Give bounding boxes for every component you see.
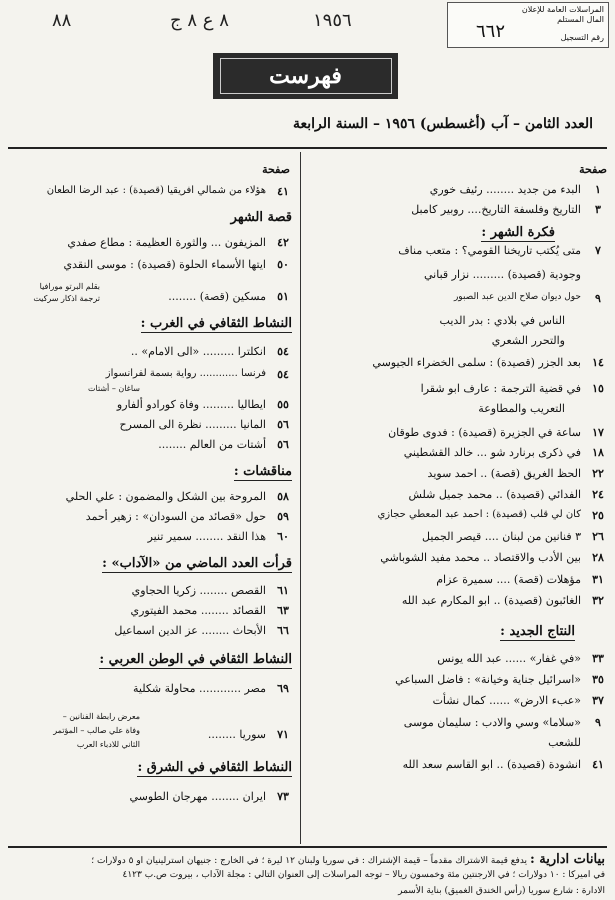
entry-page: ٢٦ bbox=[592, 530, 604, 543]
stamp-line3: رقم التسجيل bbox=[560, 33, 604, 42]
left-column bbox=[0, 0, 300, 900]
entry-text: فرنسا ............ رواية بسمة لفرانسواز bbox=[105, 368, 266, 379]
handwritten-note-a: ٨٨ bbox=[52, 10, 72, 31]
entry-page: ٥٦ bbox=[277, 418, 289, 431]
entry-note: ساغان – أشتات bbox=[87, 384, 140, 393]
admin-text: يدفع قيمة الاشتراك مقدماً – قيمة الإشتراك : في سوريا ولبنان ١٢ ليرة ؛ في الخارج : جنيهان استرلينيان او ٥ دولارات ؛ bbox=[91, 856, 528, 866]
toc-entry bbox=[0, 345, 300, 361]
entry-page: ٥٤ bbox=[277, 345, 289, 358]
entry-page: ٥٠ bbox=[277, 258, 289, 271]
entry-page: ٢٥ bbox=[592, 509, 604, 522]
handwritten-note-c: ١٩٥٦ bbox=[313, 10, 352, 31]
toc-entry bbox=[315, 356, 615, 372]
entry-note: وفاة علي صالب – المؤتمر bbox=[53, 726, 140, 735]
toc-entry bbox=[0, 438, 300, 454]
page-column-label: صفحة bbox=[262, 163, 290, 176]
toc-entry bbox=[315, 716, 615, 732]
toc-entry bbox=[315, 244, 615, 260]
entry-text: مؤهلات (قصة) .... سميرة عزام bbox=[436, 573, 581, 586]
entry-page: ٣ bbox=[595, 203, 601, 216]
entry-text: مصر ............ محاولة شكلية bbox=[132, 682, 266, 695]
entry-text: بين الأدب والاقتصاد .. محمد مفيد الشوباشي bbox=[380, 551, 581, 564]
toc-entry bbox=[315, 652, 615, 668]
handwritten-note-b: ٨ ع ٨ ج bbox=[170, 10, 229, 31]
entry-text: هذا النقد ........ سمير تنير bbox=[147, 530, 266, 543]
entry-page: ٥٤ bbox=[277, 368, 289, 381]
entry-text: البدء من جديد ........ رئيف خوري bbox=[429, 183, 581, 196]
entry-page: ١٤ bbox=[592, 356, 604, 369]
section-heading: قصة الشهر bbox=[230, 210, 292, 225]
entry-text: «في غفار» ...... عبد الله يونس bbox=[437, 652, 581, 665]
toc-entry bbox=[0, 418, 300, 434]
section-heading: النشاط الثقافي في الشرق : bbox=[137, 760, 292, 775]
entry-text: «عبء الارض» ...... كمال نشأت bbox=[432, 694, 581, 707]
entry-subline: والتحرر الشعري bbox=[491, 334, 565, 347]
admin-info-line3: الادارة : شارع سوريا (رأس الخندق الغميق) بناية الأسمر bbox=[398, 886, 605, 896]
entry-page: ٧ bbox=[595, 244, 601, 257]
entry-text: الحظ الغريق (قصة) .. احمد سويد bbox=[427, 467, 581, 480]
entry-text: أشتات من العالم ........ bbox=[158, 438, 266, 451]
toc-entry bbox=[315, 573, 615, 589]
entry-page: ٤٢ bbox=[277, 236, 289, 249]
toc-entry bbox=[315, 673, 615, 689]
toc-entry bbox=[0, 185, 300, 201]
toc-entry bbox=[0, 490, 300, 506]
entry-page: ٣٣ bbox=[592, 652, 604, 665]
entry-text: الغائبون (قصيدة) .. ابو المكارم عبد الله bbox=[401, 594, 581, 607]
entry-text: انكلترا ......... «الى الامام» .. bbox=[130, 345, 266, 358]
entry-page: ٧٣ bbox=[277, 790, 289, 803]
translator-note: ترجمة اذكار سركيت bbox=[33, 294, 100, 303]
column-divider bbox=[300, 152, 301, 844]
toc-entry bbox=[315, 509, 615, 525]
right-column bbox=[315, 0, 615, 900]
entry-page: ٥١ bbox=[277, 290, 289, 303]
section-heading: النتاج الجديد : bbox=[500, 624, 575, 639]
entry-page: ٢٨ bbox=[592, 551, 604, 564]
entry-page: ٦٣ bbox=[277, 604, 289, 617]
toc-entry bbox=[0, 728, 300, 744]
entry-text: انشودة (قصيدة) .. ابو القاسم سعد الله bbox=[402, 758, 581, 771]
toc-entry bbox=[0, 604, 300, 620]
entry-note: الثاني للادباء العرب bbox=[76, 740, 140, 749]
entry-page: ٣٧ bbox=[592, 694, 604, 707]
entry-text: القصص ........ زكريا الحجاوي bbox=[131, 584, 266, 597]
entry-page: ٤١ bbox=[592, 758, 604, 771]
entry-text: بعد الجزر (قصيدة) : سلمى الخضراء الجيوسي bbox=[372, 356, 581, 369]
entry-text: في ذكرى برنارد شو ... خالد القشطيني bbox=[403, 446, 581, 459]
toc-entry bbox=[315, 594, 615, 610]
entry-page: ٦١ bbox=[277, 584, 289, 597]
entry-text: حول ديوان صلاح الدين عبد الصبور bbox=[453, 292, 581, 302]
stamp-line2: المال المستلم bbox=[557, 15, 604, 24]
entry-text: «اسرائيل جناية وخيانة» : فاضل السباعي bbox=[395, 673, 581, 686]
toc-entry bbox=[315, 694, 615, 710]
entry-text: حول «قصائد من السودان» : زهير أحمد bbox=[85, 510, 266, 523]
entry-text: وجودية (قصيدة) ......... نزار قباني bbox=[423, 268, 581, 281]
toc-entry bbox=[315, 551, 615, 567]
admin-info-line1 bbox=[10, 852, 605, 867]
entry-text: «سلاما» وسي والادب : سليمان موسى bbox=[403, 716, 581, 729]
entry-text: ايتها الأسماء الحلوة (قصيدة) : موسى النقدي bbox=[63, 258, 266, 271]
entry-text: الأبحاث ........ عز الدين اسماعيل bbox=[114, 624, 266, 637]
entry-text: ايران ........ مهرجان الطوسي bbox=[129, 790, 266, 803]
entry-page: ٢٤ bbox=[592, 488, 604, 501]
toc-entry bbox=[315, 183, 615, 199]
entry-text: مسكين (قصة) ........ bbox=[168, 290, 266, 303]
entry-subline: للشعب bbox=[548, 736, 581, 749]
entry-text: المزيفون ... والثورة العظيمة : مطاع صفدي bbox=[67, 236, 266, 249]
admin-info-line2: في اميركا : ١٠ دولارات ؛ في الارجنتين مئة وخمسون ريالا – توجه المراسلات إلى العنوان التالي : مجلة الآداب ، بيروت ص.ب ٤١٢٣ bbox=[122, 870, 605, 880]
entry-text: المانيا ......... نظرة الى المسرح bbox=[119, 418, 266, 431]
entry-page: ٤١ bbox=[277, 185, 289, 198]
entry-text: سوريا ........ bbox=[207, 728, 266, 741]
toc-entry bbox=[0, 258, 300, 274]
section-heading: قرأت العدد الماضي من «الآداب» : bbox=[102, 556, 292, 571]
entry-page: ٥٦ bbox=[277, 438, 289, 451]
toc-entry bbox=[315, 382, 615, 398]
toc-entry bbox=[315, 268, 615, 284]
entry-text: المروحة بين الشكل والمضمون : علي الحلي bbox=[65, 490, 266, 503]
entry-page: ٩ bbox=[595, 716, 601, 729]
entry-text: القصائد ........ محمد الفيتوري bbox=[130, 604, 266, 617]
entry-text: ٣ فنانين من لبنان .... قيصر الجميل bbox=[422, 530, 581, 543]
entry-text: في قضية الترجمة : عارف ابو شقرا bbox=[420, 382, 581, 395]
toc-entry bbox=[315, 446, 615, 462]
toc-entry bbox=[315, 467, 615, 483]
entry-text: متى يُكتب تاريخنا القومي؟ : متعب مناف bbox=[398, 244, 581, 257]
toc-entry bbox=[0, 236, 300, 252]
toc-entry bbox=[315, 758, 615, 774]
stamp-line1: المراسلات العامة للإعلان bbox=[521, 5, 604, 14]
entry-text: ساعة في الجزيرة (قصيدة) : فدوى طوقان bbox=[388, 426, 581, 439]
toc-entry bbox=[0, 584, 300, 600]
entry-page: ١ bbox=[595, 183, 601, 196]
toc-entry bbox=[0, 790, 300, 806]
entry-page: ٧١ bbox=[277, 728, 289, 741]
page-title: فهرست bbox=[269, 63, 342, 89]
entry-page: ٥٥ bbox=[277, 398, 289, 411]
entry-text: كان لي قلب (قصيدة) : احمد عبد المعطي حجازي bbox=[377, 509, 581, 520]
entry-page: ٦٦ bbox=[277, 624, 289, 637]
section-heading: النشاط الثقافي في الوطن العربي : bbox=[99, 652, 292, 667]
admin-label: بيانات ادارية : bbox=[529, 852, 605, 867]
entry-page: ١٥ bbox=[592, 382, 604, 395]
stamp-number: ٦٦٢ bbox=[476, 21, 506, 42]
section-heading: مناقشات : bbox=[233, 464, 292, 479]
entry-text: هؤلاء من شمالي افريقيا (قصيدة) : عبد الرضا الطعان bbox=[46, 185, 266, 196]
entry-page: ٦٩ bbox=[277, 682, 289, 695]
issue-line: العدد الثامن – آب (أغسطس) ١٩٥٦ – السنة الرابعة bbox=[292, 116, 593, 132]
entry-text: التاريخ وفلسفة التاريخ.... روبير كامبل bbox=[411, 203, 581, 216]
toc-entry bbox=[0, 530, 300, 546]
toc-entry bbox=[0, 398, 300, 414]
entry-page: ٩ bbox=[595, 292, 601, 305]
toc-entry bbox=[315, 488, 615, 504]
entry-note: معرض رابطة الفنانين – bbox=[62, 712, 140, 721]
entry-page: ٥٨ bbox=[277, 490, 289, 503]
entry-page: ٣١ bbox=[592, 573, 604, 586]
toc-entry bbox=[315, 530, 615, 546]
page-column-label: صفحة bbox=[579, 163, 607, 176]
entry-subline: الناس في بلادي : بدر الديب bbox=[439, 314, 565, 327]
entry-page: ٣٥ bbox=[592, 673, 604, 686]
entry-page: ٣٢ bbox=[592, 594, 604, 607]
entry-text: الفدائي (قصيدة) .. محمد جميل شلش bbox=[408, 488, 581, 501]
toc-entry bbox=[0, 368, 300, 384]
entry-page: ٦٠ bbox=[277, 530, 289, 543]
toc-entry bbox=[0, 624, 300, 640]
entry-page: ١٧ bbox=[592, 426, 604, 439]
toc-entry bbox=[0, 510, 300, 526]
toc-entry bbox=[0, 682, 300, 698]
entry-subline: التعريب والمطاوعة bbox=[478, 402, 565, 415]
entry-page: ٢٢ bbox=[592, 467, 604, 480]
section-heading: فكرة الشهر : bbox=[481, 225, 555, 240]
translator-note: بقلم البرتو مورافيا bbox=[39, 282, 100, 291]
section-heading: النشاط الثقافي في الغرب : bbox=[140, 316, 292, 331]
entry-page: ٥٩ bbox=[277, 510, 289, 523]
toc-entry bbox=[315, 292, 615, 308]
toc-entry bbox=[315, 203, 615, 219]
entry-text: ايطاليا ......... وفاة كورادو ألفارو bbox=[116, 398, 266, 411]
toc-entry bbox=[315, 426, 615, 442]
entry-page: ١٨ bbox=[592, 446, 604, 459]
